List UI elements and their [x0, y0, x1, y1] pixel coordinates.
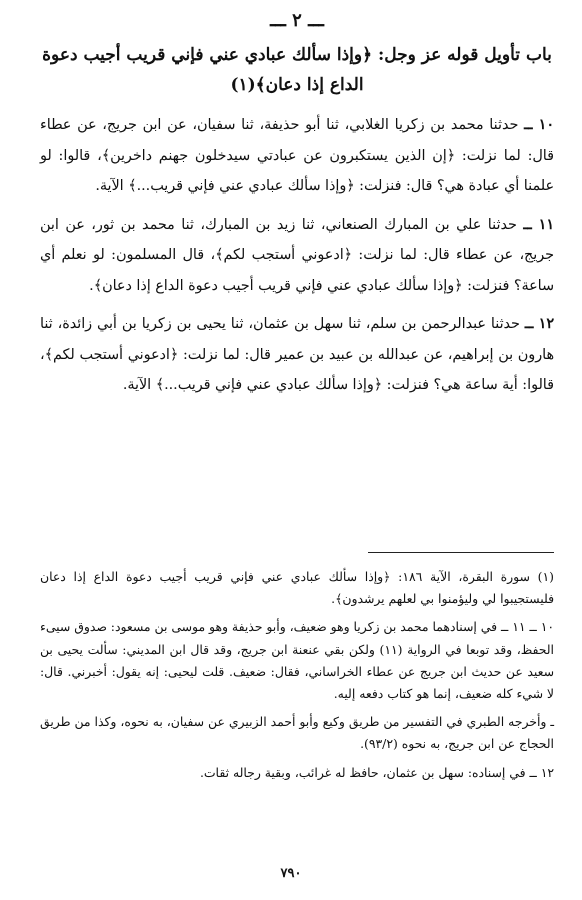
hadith-10	[40, 110, 554, 202]
footnote-12: ١٢ ــ في إسناده: سهل بن عثمان، حافظ له غرائب، وبقية رجاله ثقات.	[199, 764, 554, 780]
section-number: ـــ ٢ ـــ	[270, 10, 324, 31]
hadith-number: ١٠ ــ	[524, 117, 555, 133]
hadith-11	[40, 210, 554, 302]
chapter-title: باب تأويل قوله عز وجل: ﴿وإذا سألك عبادي عني فإني قريب أجيب دعوة الداع إذا دعان﴾(١)	[42, 45, 552, 95]
footnote-1: (١) سورة البقرة، الآية ١٨٦: ﴿وإذا سألك عبادي عني فإني قريب أجيب دعوة الداع إذا دعان فليستجيبوا لي وليؤمنوا بي لعلهم يرشدون﴾.	[40, 569, 555, 607]
hadith-number: ١٢ ــ	[524, 316, 555, 332]
hadith-text: حدثنا علي بن المبارك الصنعاني، ثنا زيد بن المبارك، ثنا محمد بن ثور، عن ابن جريج، عن عطاء قال: لما نزلت: ﴿ادعوني أستجب لكم﴾، قال المسلمون: لو نعلم أي ساعة؟ فنزلت: ﴿وإذا سألك عبادي عني فإني قريب أجيب دعوة الداع إذا دعان﴾.	[40, 216, 554, 294]
document-page	[40, 6, 555, 780]
hadith-text: حدثنا عبدالرحمن بن سلم، ثنا سهل بن عثمان، ثنا يحيى بن زكريا بن أبي زائدة، ثنا هارون بن إبراهيم، عن عبدالله بن عبيد بن عمير قال: لما نزلت: ﴿ادعوني أستجب لكم﴾، قالوا: أية ساعة هي؟ فنزلت: ﴿وإذا سألك عبادي عني فإني قريب...﴾ الآية.	[40, 316, 554, 393]
footnotes	[40, 566, 554, 784]
footnote-10-11: ١٠ ــ ١١ ــ في إسنادهما محمد بن زكريا وهو ضعيف، وأبو حذيفة وهو موسى بن مسعود: صدوق سيىء الحفظ، وقد توبعا في الرواية (١١) ولكن بقي عنعنة ابن جريج، وقد قال ابن المديني: سألت يحيى بن سعيد عن حديث ابن جريج عن عطاء الخراساني، فقال: ضعيف. قلت ليحيى: إنه يقول: أخبرني. قال: لا شيء كله ضعيف، إنما هو كتاب دفعه إليه.	[40, 619, 555, 702]
hadith-number: ١١ ــ	[523, 216, 555, 233]
hadith-12	[40, 309, 554, 401]
footnote-divider	[368, 552, 554, 553]
footnote-tabari: ـ وأخرجه الطبري في التفسير من طريق وكيع وأبو أحمد الزبيري عن سفيان، به نحوه، وكذا من طريق الحجاج عن ابن جريج، به نحوه (٩٣/٢).	[40, 714, 554, 752]
hadith-text: حدثنا محمد بن زكريا الغلابي، ثنا أبو حذيفة، ثنا سفيان، عن ابن جريج، عن عطاء قال: لما نزلت: ﴿إن الذين يستكبرون عن عبادتي سيدخلون جهنم داخرين﴾، قالوا: لو علمنا أي عبادة هي؟ قال: فنزلت: ﴿وإذا سألك عبادي عني فإني قريب...﴾ الآية.	[40, 117, 554, 194]
page-number: ٧٩٠	[280, 866, 302, 881]
